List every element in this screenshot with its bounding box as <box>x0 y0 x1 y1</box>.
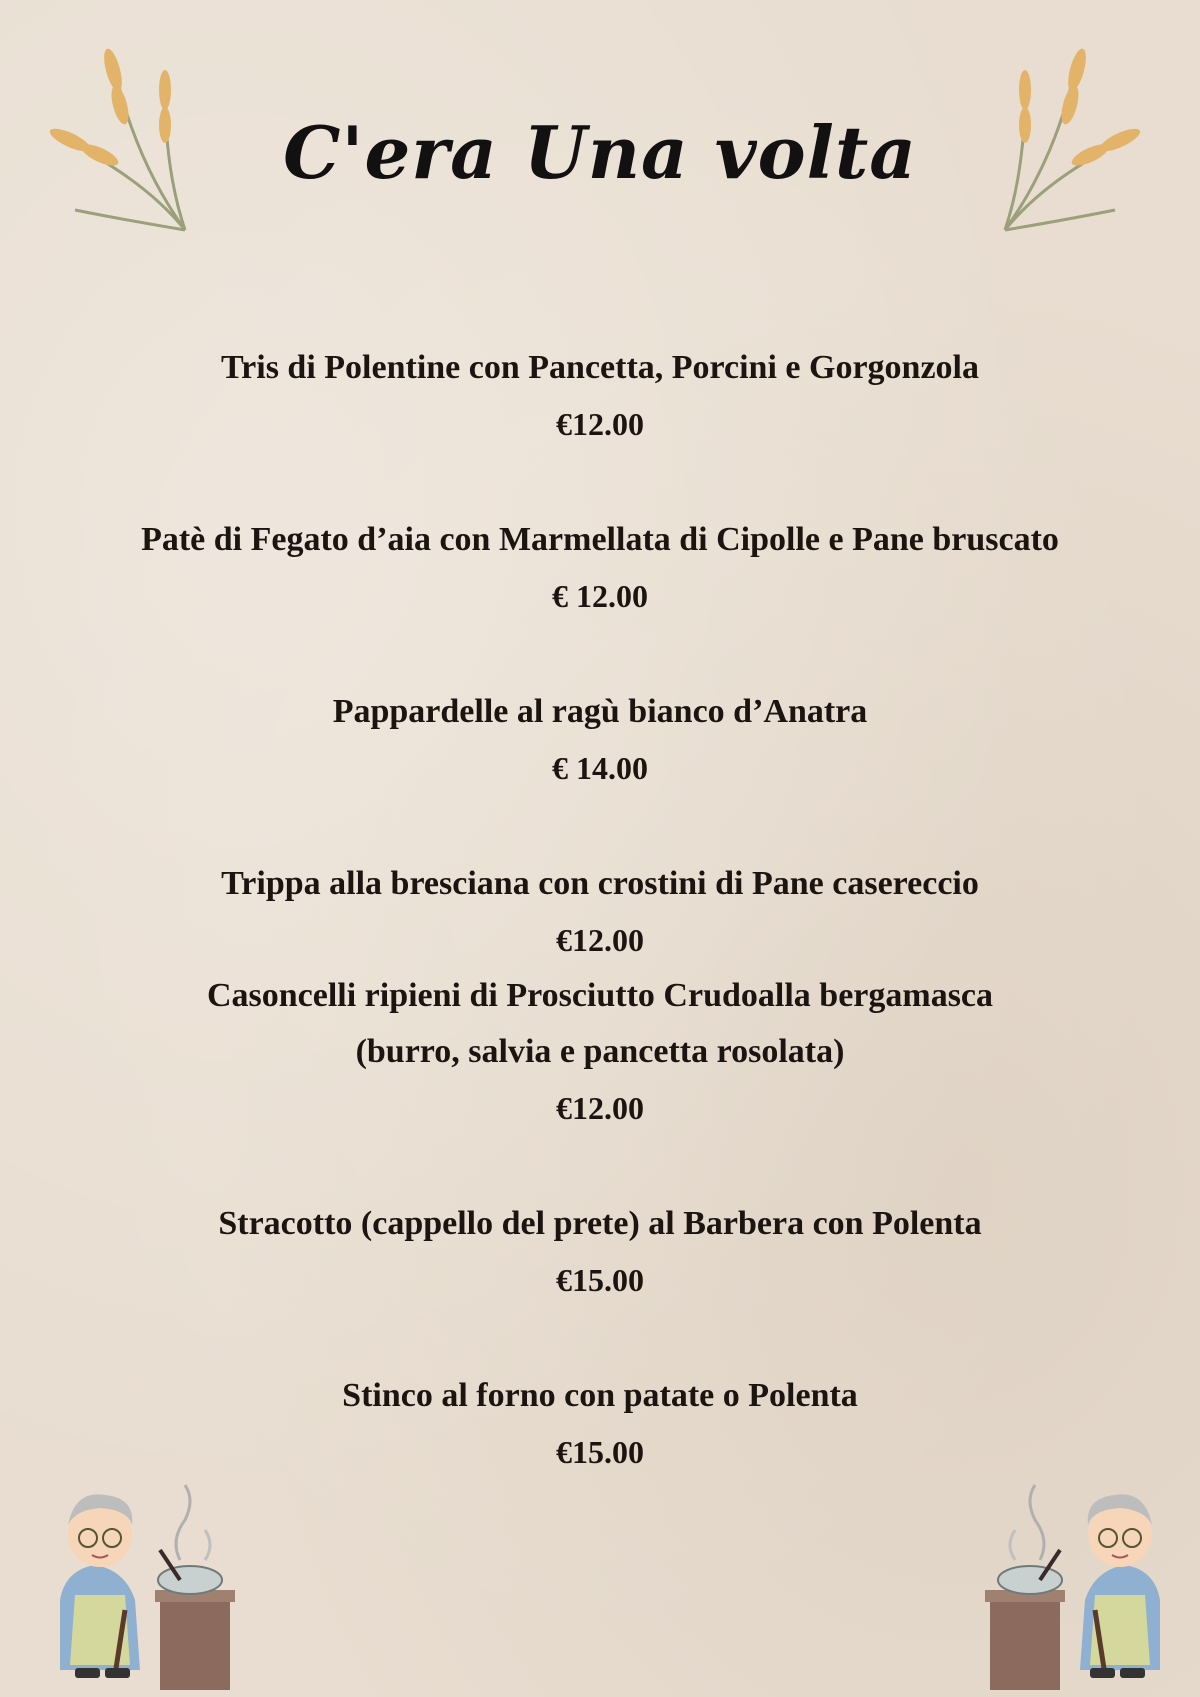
dish-price: € 12.00 <box>552 578 648 614</box>
grandma-cooking-icon <box>980 1440 1180 1690</box>
menu-list <box>0 340 1200 1480</box>
dish-price: €15.00 <box>556 1262 644 1298</box>
menu-title: C'era Una volta <box>283 110 917 195</box>
dish-price: €12.00 <box>556 1090 644 1126</box>
dish-name: Stracotto (cappello del prete) al Barbera con Polenta <box>218 1205 982 1242</box>
dish-price: €12.00 <box>556 922 644 958</box>
dish-name: Tris di Polentine con Pancetta, Porcini e Gorgonzola <box>221 349 979 386</box>
dish-name: Pappardelle al ragù bianco d’Anatra <box>332 693 868 730</box>
grandma-cooking-icon <box>40 1440 240 1690</box>
dish-price: € 14.00 <box>552 750 648 786</box>
dish-name: Stinco al forno con patate o Polenta <box>342 1377 858 1414</box>
dish-price: €15.00 <box>556 1434 644 1470</box>
dish-subtitle: (burro, salvia e pancetta rosolata) <box>355 1033 845 1070</box>
dish-name: Casoncelli ripieni di Prosciutto Crudoalla bergamasca <box>206 977 994 1014</box>
dish-name: Patè di Fegato d’aia con Marmellata di Cipolle e Pane bruscato <box>141 521 1059 558</box>
dish-price: €12.00 <box>556 406 644 442</box>
dish-name: Trippa alla bresciana con crostini di Pane casereccio <box>221 865 979 902</box>
